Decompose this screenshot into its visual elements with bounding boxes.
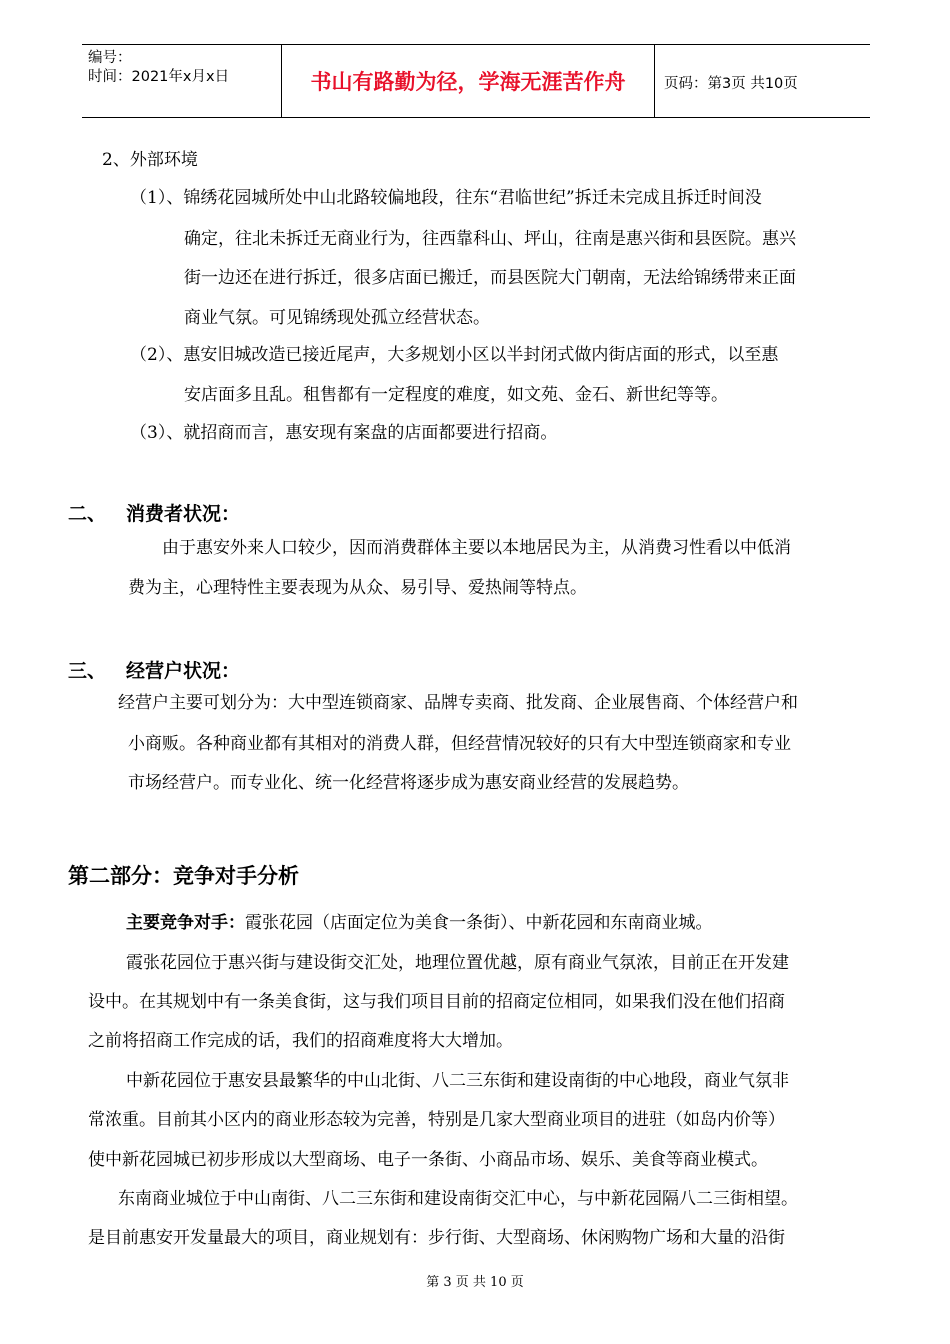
time-label: 时间：2021年x月x日 xyxy=(88,69,230,85)
paragraph-line: 是目前惠安开发量最大的项目，商业规划有：步行街、大型商场、休闲购物广场和大量的沿街 xyxy=(88,1228,785,1248)
paragraph-line: 使中新花园城已初步形成以大型商场、电子一条街、小商品市场、娱乐、美食等商业模式。 xyxy=(88,1150,768,1170)
motto: 书山有路勤为径，学海无涯苦作舟 xyxy=(310,69,626,94)
paragraph-line: （3）、就招商而言，惠安现有案盘的店面都要进行招商。 xyxy=(130,423,558,443)
competitors-label: 主要竞争对手： xyxy=(126,913,245,933)
paragraph-line: 市场经营户。而专业化、统一化经营将逐步成为惠安商业经营的发展趋势。 xyxy=(128,773,689,793)
section-title: 2、外部环境 xyxy=(102,150,198,170)
paragraph-line: 之前将招商工作完成的话，我们的招商难度将大大增加。 xyxy=(88,1031,513,1051)
paragraph-line: 经营户主要可划分为：大中型连锁商家、品牌专卖商、批发商、企业展售商、个体经营户和 xyxy=(118,693,798,713)
section-number: 三、 xyxy=(68,660,107,682)
header-meta xyxy=(82,45,282,117)
paragraph-line: （1）、锦绣花园城所处中山北路较偏地段，往东“君临世纪”拆迁未完成且拆迁时间没 xyxy=(130,188,762,208)
page-header xyxy=(82,44,870,118)
paragraph-line: 商业气氛。可见锦绣现处孤立经营状态。 xyxy=(184,308,490,328)
paragraph-line: 安店面多且乱。租售都有一定程度的难度，如文苑、金石、新世纪等等。 xyxy=(184,385,728,405)
paragraph-line: 街一边还在进行拆迁，很多店面已搬迁，而县医院大门朝南，无法给锦绣带来正面 xyxy=(184,268,796,288)
paragraph-line: （2）、惠安旧城改造已接近尾声，大多规划小区以半封闭式做内街店面的形式，以至惠 xyxy=(130,345,779,365)
section-heading: 消费者状况： xyxy=(126,503,241,525)
competitors-text: 霞张花园（店面定位为美食一条街）、中新花园和东南商业城。 xyxy=(245,913,713,933)
section-heading: 经营户状况： xyxy=(126,660,241,682)
paragraph-line: 霞张花园位于惠兴街与建设街交汇处，地理位置优越，原有商业气氛浓，目前正在开发建 xyxy=(126,953,789,973)
paragraph-line: 常浓重。目前其小区内的商业形态较为完善，特别是几家大型商业项目的进驻（如岛内价等） xyxy=(88,1110,785,1130)
part-title: 第二部分：竞争对手分析 xyxy=(68,864,299,888)
paragraph-line: 设中。在其规划中有一条美食街，这与我们项目目前的招商定位相同，如果我们没在他们招商 xyxy=(88,992,785,1012)
competitors-line xyxy=(126,913,713,933)
paragraph-line: 中新花园位于惠安县最繁华的中山北街、八二三东街和建设南街的中心地段，商业气氛非 xyxy=(126,1071,789,1091)
paragraph-line: 小商贩。各种商业都有其相对的消费人群，但经营情况较好的只有大中型连锁商家和专业 xyxy=(128,734,791,754)
page-label: 页码：第3页 共10页 xyxy=(664,76,798,92)
paragraph-line: 费为主，心理特性主要表现为从众、易引导、爱热闹等特点。 xyxy=(128,578,587,598)
paragraph-line: 由于惠安外来人口较少，因而消费群体主要以本地居民为主，从消费习性看以中低消 xyxy=(162,538,791,558)
paragraph-line: 确定，往北未拆迁无商业行为，往西靠科山、坪山，往南是惠兴街和县医院。惠兴 xyxy=(184,229,796,249)
page-footer: 第 3 页 共 10 页 xyxy=(426,1275,524,1290)
number-label: 编号： xyxy=(88,50,132,66)
divider xyxy=(654,45,655,117)
paragraph-line: 东南商业城位于中山南街、八二三东街和建设南街交汇中心，与中新花园隔八二三街相望。 xyxy=(118,1189,798,1209)
section-number: 二、 xyxy=(68,503,107,525)
